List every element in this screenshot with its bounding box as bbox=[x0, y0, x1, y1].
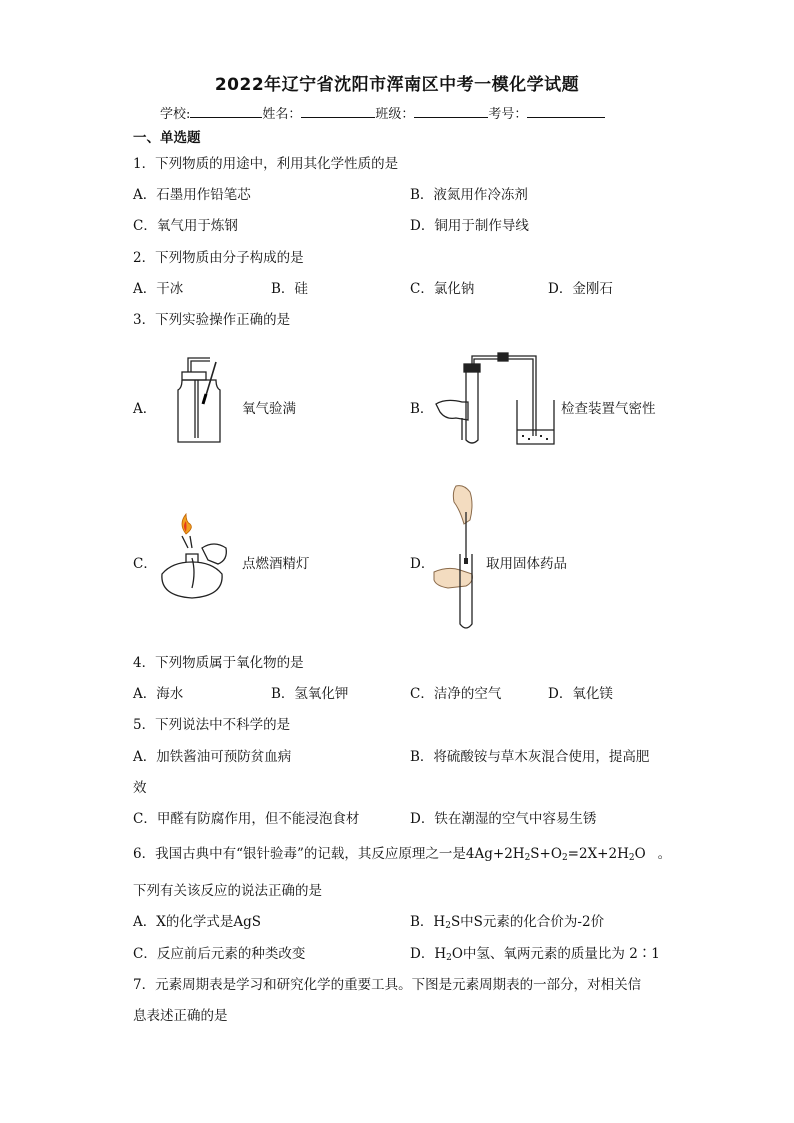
gas-bottle-illustration bbox=[168, 350, 230, 446]
q2-option-c[interactable]: C．氯化钠 bbox=[410, 281, 475, 297]
student-info-line bbox=[160, 103, 605, 122]
school-label: 学校: bbox=[160, 107, 191, 122]
q3-option-b-label[interactable]: B． bbox=[410, 401, 434, 417]
class-label: 班级： bbox=[375, 107, 415, 122]
q2-option-b[interactable]: B．硅 bbox=[271, 281, 308, 297]
q6-stem-line2: 下列有关该反应的说法正确的是 bbox=[133, 883, 322, 899]
q6-option-c[interactable]: C．反应前后元素的种类改变 bbox=[133, 946, 306, 962]
q1-option-d[interactable]: D．铜用于制作导线 bbox=[410, 218, 529, 234]
airtightness-check-illustration bbox=[432, 350, 562, 450]
q6-stem bbox=[133, 842, 671, 862]
q6-option-d[interactable]: D．$H_2O$中氢、氧两元素的质量比为 2∶1 bbox=[410, 946, 660, 963]
q3-option-a-text: 氧气验满 bbox=[242, 401, 296, 417]
q2-stem: 2．下列物质由分子构成的是 bbox=[133, 250, 304, 266]
q2-option-a[interactable]: A．干冰 bbox=[133, 281, 184, 297]
q6-equation: $4Ag+2H_2S+O_2=2X+2H_2O$ bbox=[465, 846, 646, 863]
q3-option-a-label[interactable]: A． bbox=[133, 401, 157, 417]
page-title: 2022年辽宁省沈阳市浑南区中考一模化学试题 bbox=[214, 75, 580, 95]
q1-option-a[interactable]: A．石墨用作铅笔芯 bbox=[133, 187, 251, 203]
q4-option-b[interactable]: B．氢氧化钾 bbox=[271, 686, 349, 702]
q5-option-a[interactable]: A．加铁酱油可预防贫血病 bbox=[133, 749, 292, 765]
q4-option-c[interactable]: C．洁净的空气 bbox=[410, 686, 502, 702]
q4-stem: 4．下列物质属于氧化物的是 bbox=[133, 655, 304, 671]
name-blank[interactable] bbox=[301, 103, 375, 118]
q6-option-a[interactable]: A．X的化学式是AgS bbox=[133, 914, 261, 930]
q2-option-d[interactable]: D．金刚石 bbox=[548, 281, 613, 297]
q1-option-b[interactable]: B．液氮用作冷冻剂 bbox=[410, 187, 528, 203]
q6-stem-text: 6．我国古典中有“银针验毒”的记载，其反应原理之一是 bbox=[133, 846, 466, 862]
q3-option-d-label[interactable]: D． bbox=[410, 556, 435, 572]
q5-option-b[interactable]: B．将硫酸铵与草木灰混合使用，提高肥 bbox=[410, 749, 650, 765]
q6-stem-end: 。 bbox=[657, 846, 672, 862]
number-blank[interactable] bbox=[527, 103, 605, 118]
q7-stem-line2: 息表述正确的是 bbox=[133, 1008, 228, 1024]
solid-reagent-illustration bbox=[430, 484, 490, 634]
q4-option-a[interactable]: A．海水 bbox=[133, 686, 184, 702]
q3-option-c-text: 点燃酒精灯 bbox=[242, 556, 310, 572]
q1-stem: 1．下列物质的用途中，利用其化学性质的是 bbox=[133, 156, 399, 172]
q6-option-b[interactable]: B．$H_2S$中S元素的化合价为-2价 bbox=[410, 914, 605, 931]
section-single-choice: 一、单选题 bbox=[133, 130, 201, 146]
school-blank[interactable] bbox=[190, 103, 262, 118]
q3-stem: 3．下列实验操作正确的是 bbox=[133, 312, 291, 328]
q5-stem: 5．下列说法中不科学的是 bbox=[133, 717, 291, 733]
q1-option-c[interactable]: C．氧气用于炼钢 bbox=[133, 218, 238, 234]
q5-option-d[interactable]: D．铁在潮湿的空气中容易生锈 bbox=[410, 811, 597, 827]
q3-option-c-label[interactable]: C． bbox=[133, 556, 157, 572]
q5-option-c[interactable]: C．甲醛有防腐作用，但不能浸泡食材 bbox=[133, 811, 360, 827]
q7-stem-line1: 7．元素周期表是学习和研究化学的重要工具。下图是元素周期表的一部分，对相关信 bbox=[133, 977, 642, 993]
q5-option-b-continued: 效 bbox=[133, 780, 147, 796]
name-label: 姓名： bbox=[262, 107, 302, 122]
number-label: 考号： bbox=[488, 107, 528, 122]
q3-option-b-text: 检查装置气密性 bbox=[561, 401, 656, 417]
alcohol-lamp-illustration bbox=[152, 512, 242, 604]
q4-option-d[interactable]: D．氧化镁 bbox=[548, 686, 613, 702]
class-blank[interactable] bbox=[414, 103, 488, 118]
q3-option-d-text: 取用固体药品 bbox=[486, 556, 567, 572]
